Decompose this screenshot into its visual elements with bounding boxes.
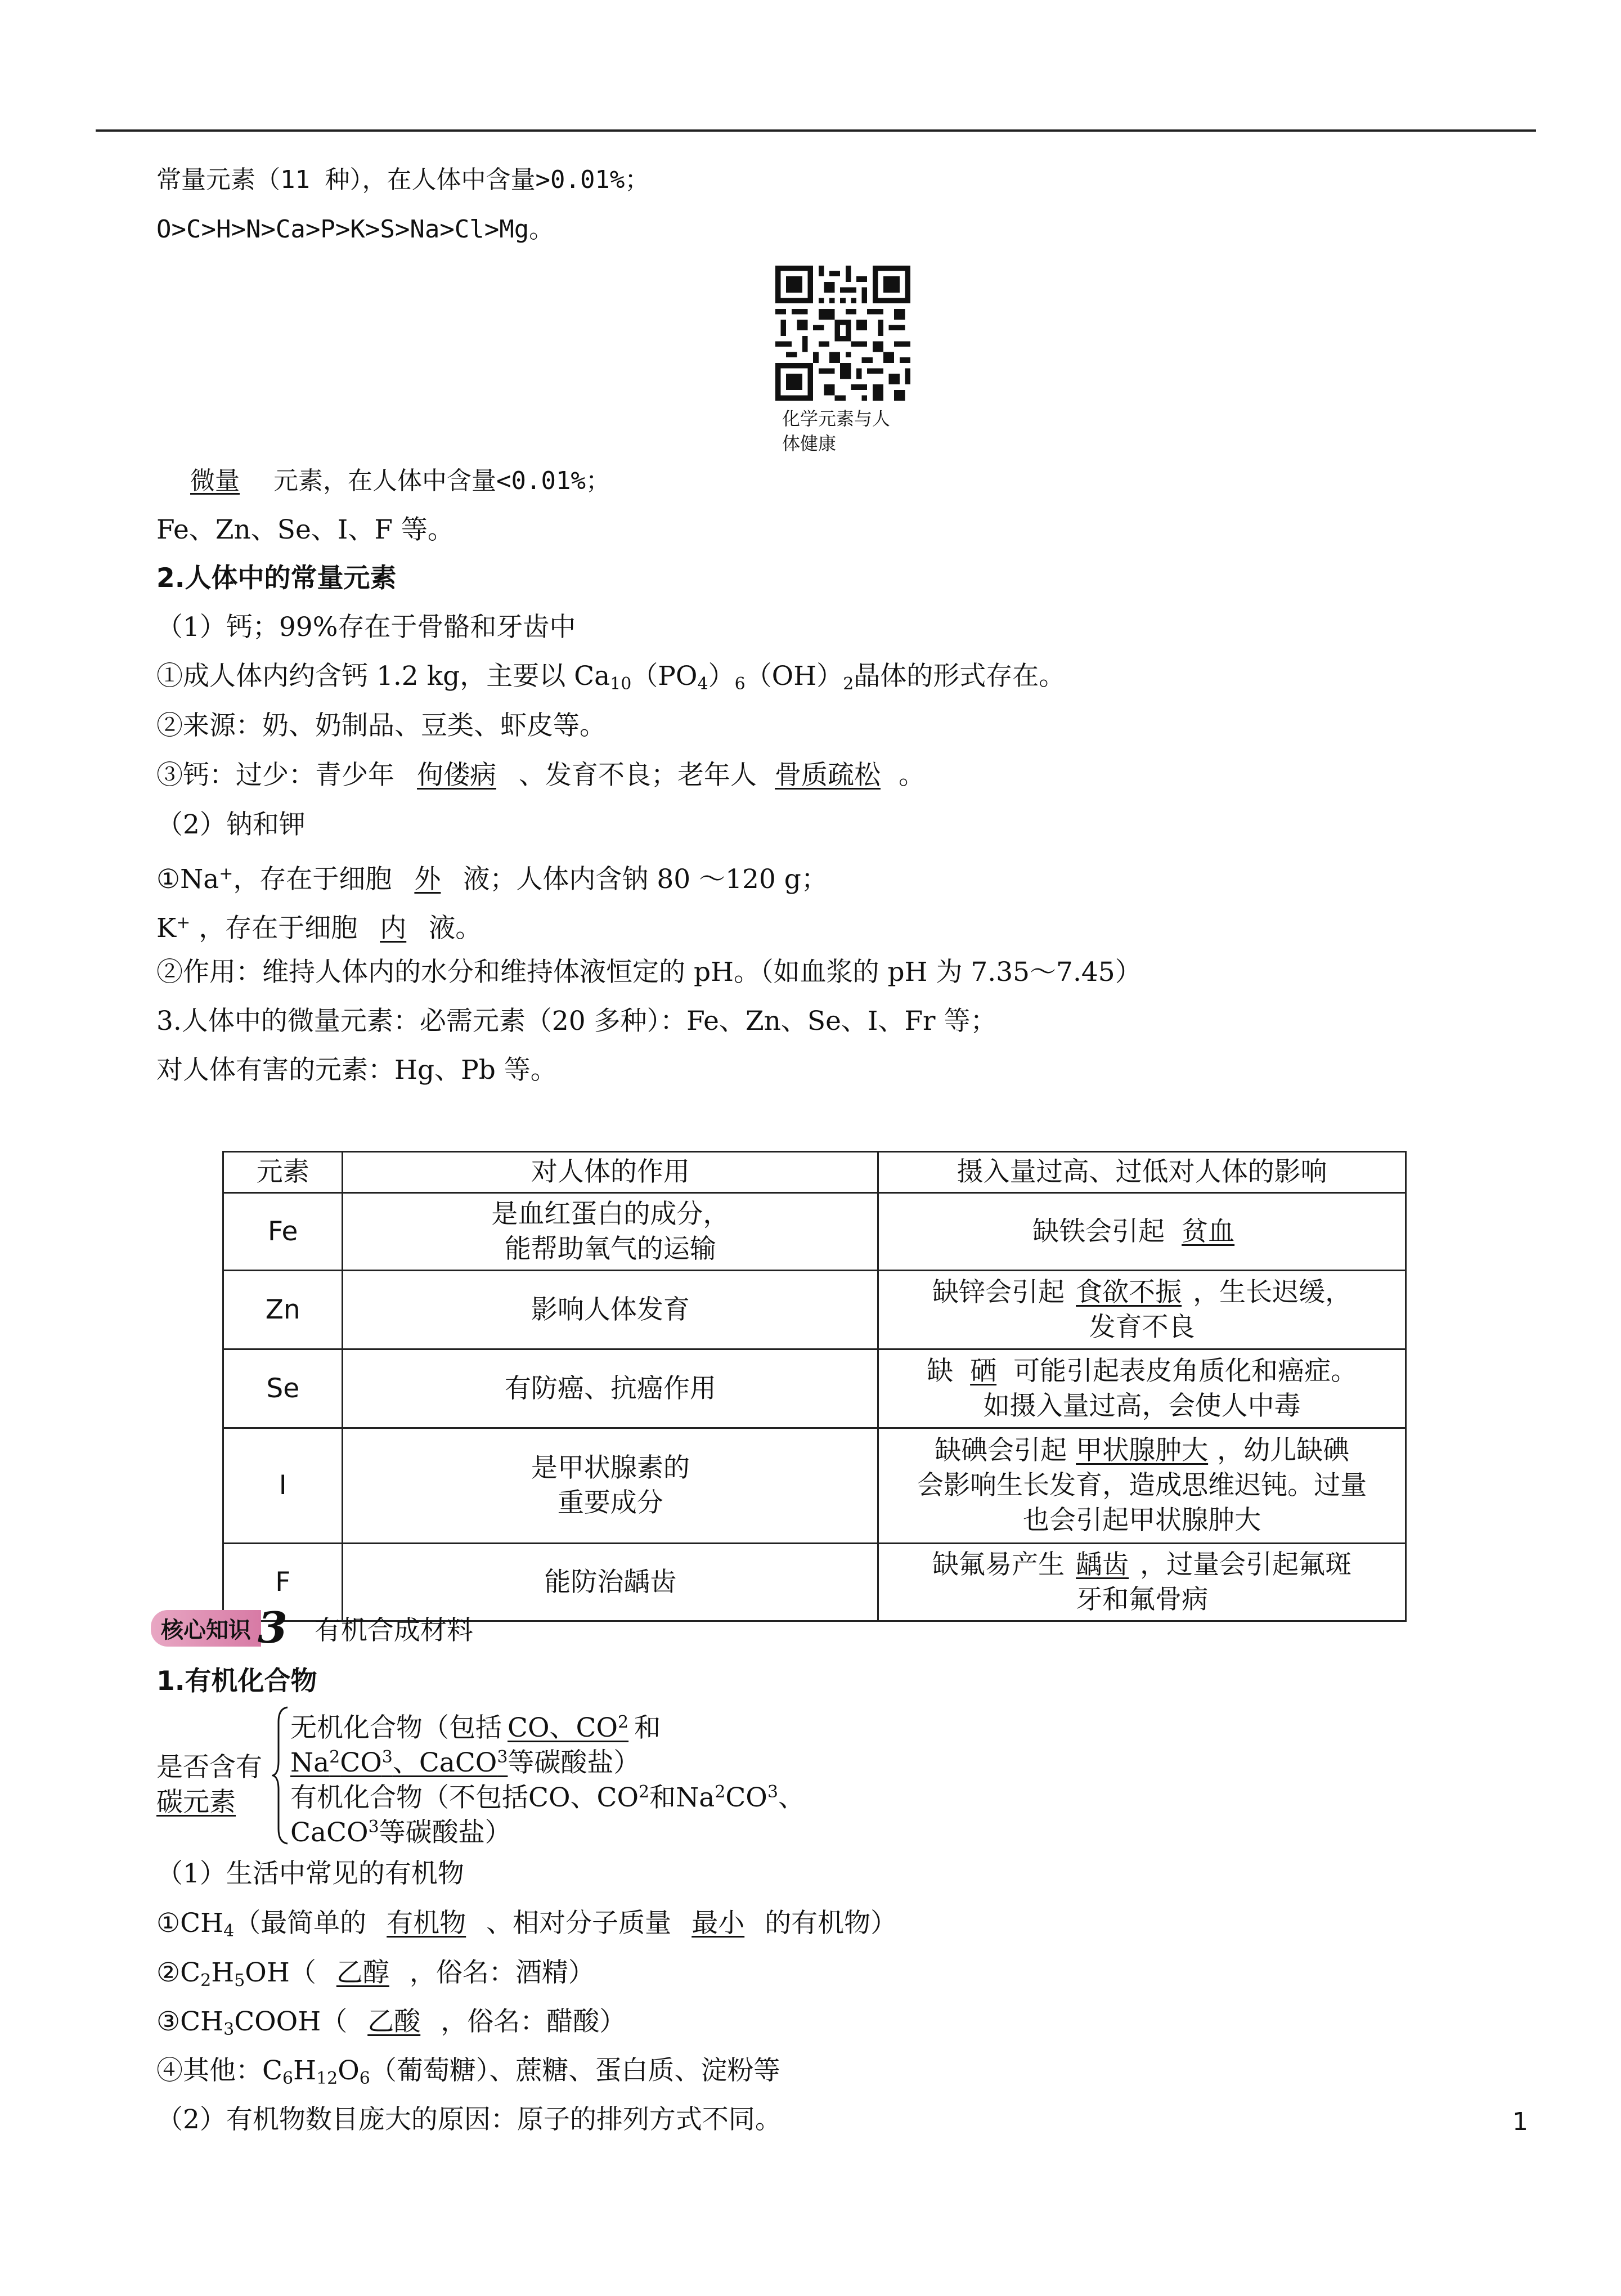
text-line: 常量元素（11 种），在人体中含量>0.01%；	[156, 165, 650, 194]
text-line	[156, 464, 610, 498]
text-span: ）	[708, 661, 735, 692]
text-span: 、相对分子质量	[486, 1908, 672, 1939]
text-span: Na	[290, 1747, 330, 1778]
answer-blank	[290, 1747, 508, 1778]
text-line: 对人体有害的元素：Hg、Pb 等。	[156, 1055, 557, 1086]
table-row	[223, 1349, 1406, 1428]
text-span: 等碳酸盐）	[508, 1747, 640, 1778]
section-heading: 1.有机化合物	[156, 1666, 317, 1697]
text-span: H	[211, 1957, 235, 1988]
text-line	[156, 660, 1065, 701]
element-table	[222, 1151, 1407, 1622]
text-span: ，存在于细胞	[233, 864, 392, 895]
element-cell: I	[223, 1428, 343, 1544]
text-line	[156, 1956, 595, 1998]
text-line: 3.人体中的微量元素：必需元素（20 多种）：Fe、Zn、Se、I、Fr 等；	[156, 1006, 997, 1037]
role-cell: 影响人体发育	[343, 1271, 878, 1349]
answer-blank: 乙酸	[367, 2006, 421, 2037]
element-cell: Fe	[223, 1193, 343, 1271]
superscript: 2	[618, 1712, 629, 1732]
section-title: 有机合成材料	[314, 1615, 473, 1646]
text-span: K	[156, 913, 177, 944]
text-span: 有机化合物（不包括CO、CO	[290, 1782, 639, 1813]
element-cell: Zn	[223, 1271, 343, 1349]
cell-text: ，幼儿缺碘	[1217, 1435, 1350, 1466]
badge-number: 3	[258, 1603, 288, 1653]
subscript: 5	[234, 1971, 245, 1990]
role-cell	[343, 1428, 878, 1544]
text-span: 、CaCO	[392, 1747, 497, 1778]
answer-blank: 食欲不振	[1076, 1276, 1182, 1308]
brace-line	[290, 1810, 511, 1850]
text-span: （最简单的	[234, 1908, 367, 1939]
text-span: CO、CO	[508, 1712, 618, 1743]
text-line: ②作用：维持人体内的水分和维持体液恒定的 pH。（如血浆的 pH 为 7.35～7.45）	[156, 957, 1142, 988]
text-span: 元素，在人体中含量<0.01%；	[273, 467, 610, 495]
badge-label: 核心知识	[151, 1610, 261, 1647]
text-span: H	[293, 2055, 317, 2086]
cell-text: 缺	[927, 1355, 954, 1387]
text-line: （2）有机物数目庞大的原因：原子的排列方式不同。	[156, 2104, 782, 2135]
text-span: （葡萄糖）、蔗糖、蛋白质、淀粉等	[370, 2055, 780, 2086]
text-span: COOH（	[234, 2006, 348, 2037]
text-span: 、发育不良；老年人	[519, 760, 757, 791]
text-span: CO	[340, 1747, 382, 1778]
answer-blank: 内	[380, 913, 407, 944]
subscript: 2	[200, 1971, 212, 1990]
text-span: ③钙：过少：青少年	[156, 760, 394, 791]
text-line: （1）生活中常见的有机物	[156, 1858, 464, 1889]
text-span: ①成人体内约含钙 1.2 kg，主要以 Ca	[156, 661, 610, 692]
table-header: 摄入量过高、过低对人体的影响	[878, 1152, 1406, 1193]
brace-label: 是否含有	[156, 1752, 262, 1783]
text-span: ④其他：C	[156, 2055, 282, 2086]
section-badge	[151, 1603, 473, 1653]
text-line	[156, 857, 828, 896]
cell-line: 是血红蛋白的成分，	[491, 1198, 730, 1230]
answer-blank	[502, 1712, 634, 1743]
role-cell: 能防治龋齿	[343, 1544, 878, 1621]
cell-text: 缺氟易产生	[932, 1549, 1065, 1580]
role-cell	[343, 1193, 878, 1271]
cell-line: 牙和氟骨病	[1076, 1584, 1209, 1615]
table-header-row	[223, 1152, 1406, 1193]
superscript: 3	[497, 1747, 508, 1767]
superscript: +	[219, 864, 234, 884]
effect-cell	[878, 1349, 1406, 1428]
effect-cell	[878, 1544, 1406, 1621]
brace-label	[156, 1785, 236, 1820]
answer-blank: 龋齿	[1076, 1549, 1129, 1580]
subscript: 4	[223, 1921, 235, 1941]
superscript: 3	[368, 1817, 379, 1837]
brace-label-text: 碳元素	[156, 1787, 236, 1818]
text-span: ，存在于细胞	[190, 913, 358, 944]
header-rule	[96, 129, 1536, 132]
text-span: 液；人体内含钠 80 ～120 g；	[463, 864, 828, 895]
superscript: +	[176, 913, 191, 932]
answer-blank: 乙醇	[336, 1957, 389, 1988]
answer-blank: 贫血	[1182, 1216, 1235, 1247]
answer-blank: 微量	[190, 467, 240, 495]
cell-text: ，生长迟缓，	[1193, 1276, 1352, 1308]
answer-blank: 外	[414, 864, 441, 895]
superscript: 2	[329, 1747, 340, 1767]
table-row	[223, 1428, 1406, 1544]
text-span: ，俗名：醋酸）	[441, 2006, 626, 2037]
answer-blank: 最小	[691, 1908, 745, 1939]
text-span: 液。	[429, 913, 482, 944]
text-span: ①CH	[156, 1908, 224, 1939]
text-span: OH（	[245, 1957, 316, 1988]
text-span: ②C	[156, 1957, 201, 1988]
text-span: O	[338, 2055, 360, 2086]
table-row	[223, 1193, 1406, 1271]
cell-line: 重要成分	[557, 1487, 663, 1518]
table-header: 对人体的作用	[343, 1152, 878, 1193]
text-line	[156, 2054, 780, 2096]
subscript: 4	[697, 674, 708, 694]
qr-caption-line: 化学元素与人	[782, 408, 891, 429]
text-span: ③CH	[156, 2006, 224, 2037]
text-line: （2）钠和钾	[156, 809, 306, 840]
cell-text: 缺铁会引起	[1032, 1216, 1165, 1247]
subscript: 6	[734, 674, 746, 694]
cell-text: ，过量会引起氟斑	[1140, 1549, 1352, 1580]
text-span: CaCO	[290, 1817, 369, 1848]
element-cell: F	[223, 1544, 343, 1621]
qr-caption-line: 体健康	[782, 433, 837, 454]
subscript: 6	[359, 2069, 370, 2088]
text-span: ，俗名：酒精）	[409, 1957, 595, 1988]
cell-line: 发育不良	[1089, 1311, 1195, 1343]
subscript: 12	[316, 2069, 338, 2088]
cell-line: 也会引起甲状腺肿大	[1023, 1505, 1261, 1536]
text-span: 的有机物）	[765, 1908, 897, 1939]
text-span: （PO	[631, 661, 698, 692]
cell-text: 可能引起表皮角质化和癌症。	[1013, 1355, 1358, 1387]
text-span: 等碳酸盐）	[379, 1817, 511, 1848]
text-span: 和	[634, 1712, 661, 1743]
cell-text: 缺碘会引起	[935, 1435, 1067, 1466]
answer-blank: 佝偻病	[417, 760, 496, 791]
table-header: 元素	[223, 1152, 343, 1193]
text-span: 晶体的形式存在。	[854, 661, 1066, 692]
answer-blank: 甲状腺肿大	[1076, 1435, 1209, 1466]
text-line: ②来源：奶、奶制品、豆类、虾皮等。	[156, 710, 606, 741]
effect-cell	[878, 1428, 1406, 1544]
text-span: 无机化合物（包括	[290, 1712, 502, 1743]
subscript: 3	[223, 2020, 235, 2039]
superscript: 2	[639, 1782, 650, 1802]
cell-text: 缺锌会引起	[932, 1276, 1065, 1308]
element-cell: Se	[223, 1349, 343, 1428]
superscript: 3	[767, 1782, 778, 1802]
cell-line: 能帮助氧气的运输	[504, 1233, 716, 1264]
text-line	[156, 2005, 626, 2047]
brace-icon	[272, 1705, 290, 1846]
text-line	[156, 759, 925, 792]
superscript: 3	[381, 1747, 393, 1767]
answer-blank: 骨质疏松	[775, 760, 881, 791]
table-row	[223, 1271, 1406, 1349]
text-span: （OH）	[745, 661, 843, 692]
text-span: ①Na	[156, 864, 219, 895]
text-line	[156, 1907, 897, 1948]
answer-blank: 有机物	[387, 1908, 466, 1939]
cell-line: 如摄入量过高，会使人中毒	[983, 1390, 1301, 1421]
page-number: 1	[1512, 2107, 1528, 2136]
effect-cell	[878, 1193, 1406, 1271]
text-span: 和Na	[649, 1782, 715, 1813]
section-heading: 2.人体中的常量元素	[156, 563, 397, 594]
text-span: CO	[725, 1782, 767, 1813]
cell-line: 会影响生长发育，造成思维迟钝。过量	[917, 1470, 1367, 1501]
effect-cell	[878, 1271, 1406, 1349]
qr-caption	[782, 406, 917, 456]
qr-code[interactable]	[775, 266, 910, 401]
subscript: 6	[282, 2069, 294, 2088]
text-line: （1）钙；99%存在于骨骼和牙齿中	[156, 612, 576, 643]
text-line	[156, 906, 482, 945]
text-line: Fe、Zn、Se、I、F 等。	[156, 514, 454, 545]
subscript: 10	[610, 674, 632, 694]
subscript: 2	[843, 674, 854, 694]
text-span: 、	[778, 1782, 805, 1813]
role-cell: 有防癌、抗癌作用	[343, 1349, 878, 1428]
answer-blank: 硒	[970, 1355, 997, 1387]
superscript: 2	[715, 1782, 726, 1802]
cell-line: 是甲状腺素的	[531, 1452, 690, 1483]
text-line: O>C>H>N>Ca>P>K>S>Na>Cl>Mg。	[156, 215, 554, 244]
text-span: 。	[899, 760, 925, 791]
